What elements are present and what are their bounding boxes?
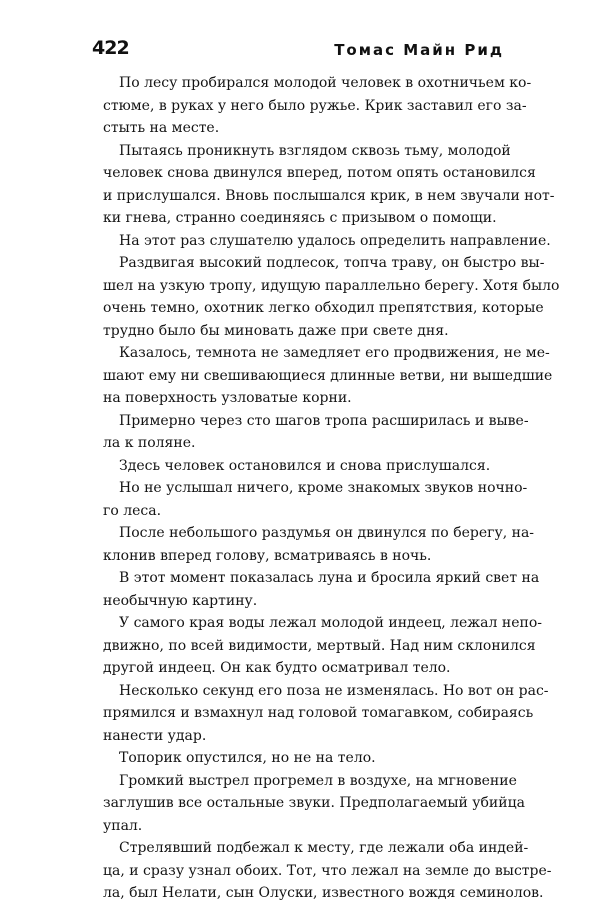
text-line: На этот раз слушателю удалось определить направление.: [119, 232, 551, 249]
text-line: ки гнева, странно соединяясь с призывом о помощи.: [103, 210, 497, 226]
text-line: клонив вперед голову, всматриваясь в ночь.: [103, 547, 432, 564]
body-text: [103, 72, 560, 905]
page-header: [0, 0, 600, 70]
text-line: стыть на месте.: [103, 120, 220, 136]
text-line: шел на узкую тропу, идущую параллельно берегу. Хотя было: [103, 277, 560, 294]
text-line: Раздвигая высокий подлесок, топча траву, он быстро вы-: [119, 255, 545, 271]
text-line: Здесь человек остановился и снова прислушался.: [119, 457, 491, 474]
text-line: на поверхность узловатые корни.: [103, 390, 352, 406]
text-line: Примерно через сто шагов тропа расширилась и выве-: [119, 412, 529, 429]
page-number: 422: [92, 37, 129, 59]
text-line: прямился и взмахнул над головой томагавком, собираясь: [103, 705, 534, 721]
text-line: ла, был Нелати, сын Олуски, известного вождя семинолов.: [103, 885, 544, 901]
text-line: движно, по всей видимости, мертвый. Над ним склонился: [103, 637, 536, 654]
text-line: шают ему ни свешивающиеся длинные ветви, ни вышедшие: [103, 367, 553, 384]
text-line: человек снова двинулся вперед, потом опять остановился: [103, 165, 536, 181]
text-line: Несколько секунд его поза не изменялась. Но вот он рас-: [119, 682, 549, 699]
text-line: В этот момент показалась луна и бросила яркий свет на: [119, 570, 540, 586]
text-line: го леса.: [103, 502, 162, 519]
text-line: очень темно, охотник легко обходил препятствия, которые: [103, 300, 544, 316]
text-line: заглушив все остальные звуки. Предполагаемый убийца: [103, 795, 525, 811]
text-line: Топорик опустился, но не на тело.: [119, 750, 376, 766]
text-line: После небольшого раздумья он двинулся по берегу, на-: [119, 525, 535, 541]
text-line: необычную картину.: [103, 592, 258, 609]
text-line: Но не услышал ничего, кроме знакомых звуков ночно-: [119, 480, 528, 496]
text-line: У самого края воды лежал молодой индеец, лежал непо-: [119, 615, 542, 631]
text-line: нанести удар.: [103, 727, 207, 744]
text-line: другой индеец. Он как будто осматривал тело.: [103, 660, 451, 676]
text-line: и прислушался. Вновь послышался крик, в нем звучали нот-: [103, 187, 555, 204]
text-line: Пытаясь проникнуть взглядом сквозь тьму, молодой: [119, 142, 511, 159]
text-line: трудно было бы миновать даже при свете дня.: [103, 322, 449, 339]
text-line: ла к поляне.: [103, 435, 196, 451]
text-line: стюме, в руках у него было ружье. Крик заставил его за-: [103, 97, 527, 114]
text-line: По лесу пробирался молодой человек в охотничьем ко-: [119, 75, 532, 91]
text-line: Стрелявший подбежал к месту, где лежали оба индей-: [119, 840, 529, 856]
text-line: ца, и сразу узнал обоих. Тот, что лежал на земле до выстре-: [103, 862, 552, 879]
text-line: Громкий выстрел прогремел в воздухе, на мгновение: [119, 772, 517, 789]
text-line: Казалось, темнота не замедляет его продвижения, не ме-: [119, 345, 550, 361]
text-line: упал.: [103, 817, 143, 834]
running-head-author: Томас Майн Рид: [334, 41, 504, 59]
